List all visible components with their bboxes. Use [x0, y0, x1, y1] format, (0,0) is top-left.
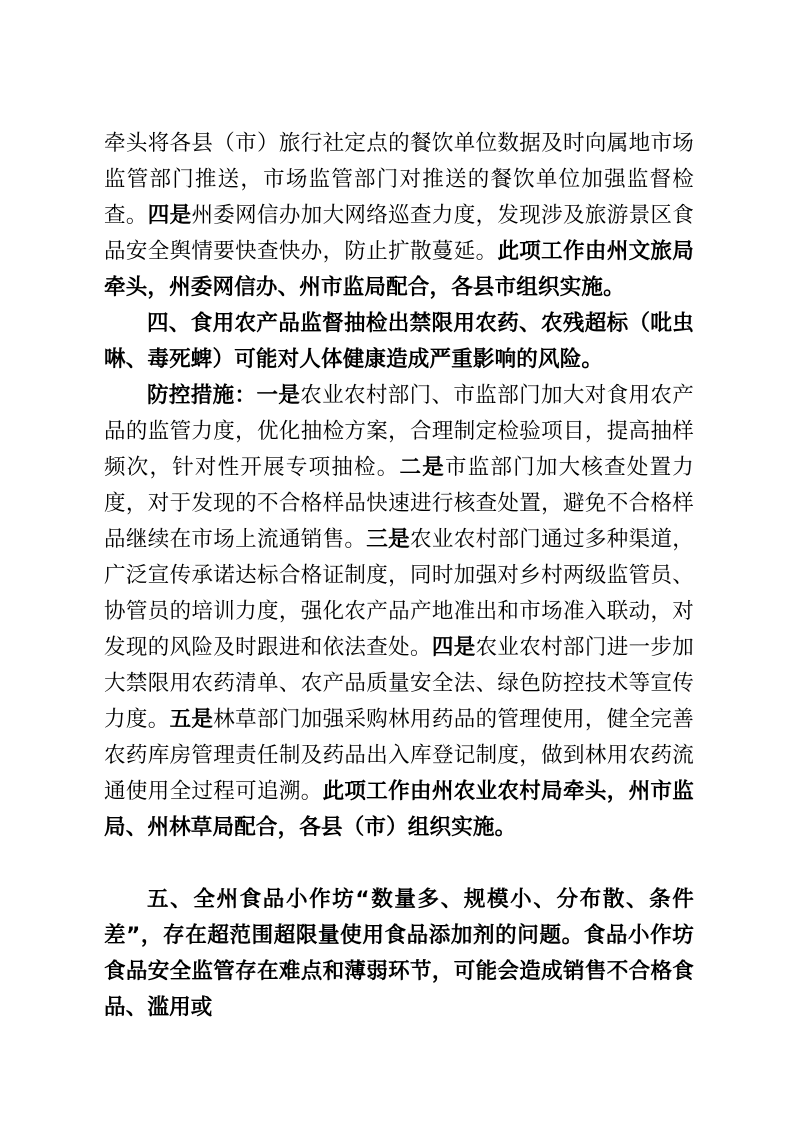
document-page [104, 126, 694, 1020]
item-marker-four: 四是 [431, 635, 476, 660]
paragraph-control-measures [104, 378, 694, 882]
item-marker-one: 一是 [256, 383, 301, 408]
paragraph-text: 林草部门加强采购林用药品的管理使用，健全完善农药库房管理责任制及药品出入库登记制度，做到林用农药流通使用全过程可追溯。 [104, 707, 694, 804]
paragraph-text: 农业农村部门通过多种渠道，广泛宣传承诺达标合格证制度，同时加强对乡村两级监管员、协管员的培训力度，强化农产品产地准出和市场准入联动，对发现的风险及时跟进和依法查处。 [104, 527, 694, 660]
heading-text: 四、食用农产品监督抽检出禁限用农药、农残超标（吡虫啉、毒死蜱）可能对人体健康造成严重影响的风险。 [104, 311, 694, 372]
responsibility-statement: 此项工作由州农业农村局牵头，州市监局、州林草局配合，各县（市）组织实施。 [104, 779, 694, 840]
paragraph-text: 牵头将各县（市）旅行社定点的餐饮单位数据及时向属地市场监管部门推送，市场监管部门对推送的餐饮单位加强监督检查。 [104, 131, 694, 228]
section-heading-four [104, 306, 694, 378]
paragraph-text: 州委网信办加大网络巡查力度，发现涉及旅游景区食品安全舆情要快查快办，防止扩散蔓延。 [104, 203, 694, 264]
paragraph-text: 农业农村部门进一步加大禁限用农药清单、农产品质量安全法、绿色防控技术等宣传力度。 [104, 635, 694, 732]
item-marker-two: 二是 [399, 455, 445, 480]
item-marker-three: 三是 [366, 527, 411, 552]
paragraph-text: 农业农村部门、市监部门加大对食用农产品的监管力度，优化抽检方案，合理制定检验项目，提高抽样频次，针对性开展专项抽检。 [104, 383, 694, 480]
item-marker-five: 五是 [169, 707, 214, 732]
control-measures-label: 防控措施： [147, 383, 257, 408]
paragraph-tourism-catering [104, 126, 694, 306]
heading-text: 五、全州食品小作坊“数量多、规模小、分布散、条件差”，存在超范围超限量使用食品添加剂的问题。食品小作坊食品安全监管存在难点和薄弱环节，可能会造成销售不合格食品、滥用或 [104, 887, 694, 1020]
responsibility-statement: 此项工作由州文旅局牵头，州委网信办、州市监局配合，各县市组织实施。 [104, 239, 694, 300]
item-marker-four: 四是 [147, 203, 192, 228]
paragraph-text: 市监部门加大核查处置力度，对于发现的不合格样品快速进行核查处置，避免不合格样品继续在市场上流通销售。 [104, 455, 694, 552]
section-heading-five [104, 882, 694, 1020]
